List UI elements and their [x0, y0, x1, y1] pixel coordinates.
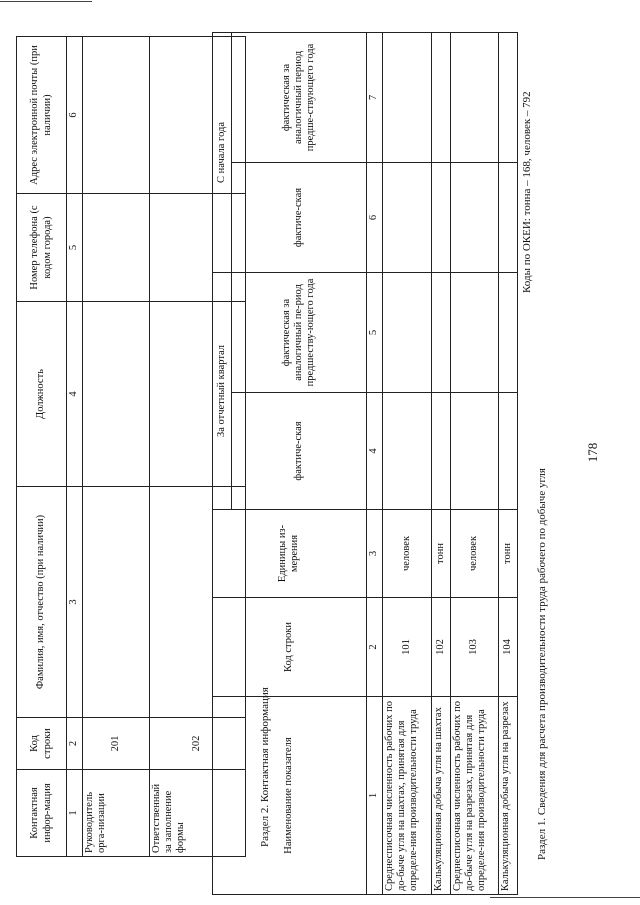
value-cell[interactable] — [431, 32, 450, 162]
col-number: 4 — [366, 393, 383, 510]
header-prev-year-ytd: фактическая за аналогичный период предше-ствующего года — [231, 32, 366, 162]
row-code: 201 — [83, 718, 150, 770]
value-cell[interactable] — [499, 162, 518, 272]
header-fio: Фамилия, имя, отчество (при наличии) — [17, 487, 67, 718]
row-code: 102 — [431, 598, 450, 697]
header-row-code: Код строки — [213, 598, 367, 697]
header-email: Адрес электронной почты (при наличии) — [17, 37, 67, 194]
col-number: 5 — [366, 272, 383, 392]
table-row — [499, 32, 518, 894]
value-cell[interactable] — [149, 487, 245, 718]
col-number: 2 — [366, 598, 383, 697]
value-cell[interactable] — [450, 272, 498, 392]
header-actual-ytd: фактиче-ская — [231, 162, 366, 272]
row-name: Руководитель орга-низации — [83, 770, 150, 857]
row-code: 104 — [499, 598, 518, 697]
table-row — [383, 32, 431, 894]
section1-table — [212, 32, 518, 895]
col-number: 7 — [366, 32, 383, 162]
row-code: 101 — [383, 598, 431, 697]
section1-title: Раздел 1. Сведения для расчета производительности труда рабочего по добыче угля — [536, 468, 548, 860]
header-contact: Контактная инфор-мация — [17, 770, 67, 857]
value-cell[interactable] — [149, 194, 245, 302]
value-cell[interactable] — [450, 162, 498, 272]
col-number: 2 — [67, 718, 83, 770]
value-cell[interactable] — [431, 272, 450, 392]
header-code: Код строки — [17, 718, 67, 770]
value-cell[interactable] — [83, 37, 150, 194]
header-position: Должность — [17, 302, 67, 487]
row-name: Калькуляционная добыча угля на разрезах — [499, 697, 518, 895]
header-actual: фактиче-ская — [231, 393, 366, 510]
col-number: 3 — [67, 487, 83, 718]
col-number: 6 — [366, 162, 383, 272]
page-number: 178 — [585, 442, 600, 463]
value-cell[interactable] — [149, 37, 245, 194]
value-cell[interactable] — [431, 393, 450, 510]
section2-title: Раздел 2. Контактная информация — [259, 687, 271, 847]
row-code: 202 — [149, 718, 245, 770]
value-cell[interactable] — [383, 393, 431, 510]
col-number: 3 — [366, 510, 383, 598]
value-cell[interactable] — [431, 162, 450, 272]
row-unit: человек — [450, 510, 498, 598]
value-cell[interactable] — [499, 272, 518, 392]
value-cell[interactable] — [499, 393, 518, 510]
value-cell[interactable] — [383, 32, 431, 162]
row-code: 103 — [450, 598, 498, 697]
row-name: Ответственный за заполнение формы — [149, 770, 245, 857]
col-number: 6 — [67, 37, 83, 194]
table-row — [450, 32, 498, 894]
value-cell[interactable] — [383, 162, 431, 272]
value-cell[interactable] — [499, 32, 518, 162]
value-cell[interactable] — [83, 194, 150, 302]
value-cell[interactable] — [83, 302, 150, 487]
value-cell[interactable] — [450, 393, 498, 510]
table-row — [431, 32, 450, 894]
col-number: 1 — [67, 770, 83, 857]
col-number: 4 — [67, 302, 83, 487]
row-name: Среднесписочная численность рабочих по до-быче угля на шахтах, принятая для определе-ния производительности труда — [383, 697, 431, 895]
header-phone: Номер телефона (с кодом города) — [17, 194, 67, 302]
row-name: Калькуляционная добыча угля на шахтах — [431, 697, 450, 895]
row-unit: тонн — [431, 510, 450, 598]
value-cell[interactable] — [83, 487, 150, 718]
header-unit: Единицы из-мерения — [213, 510, 367, 598]
value-cell[interactable] — [383, 272, 431, 392]
section2-table — [16, 36, 246, 857]
okei-codes: Коды по ОКЕИ: тонна – 168, человек – 792 — [521, 91, 533, 293]
table-row — [83, 37, 150, 857]
row-unit: тонн — [499, 510, 518, 598]
value-cell[interactable] — [450, 32, 498, 162]
col-number: 1 — [366, 697, 383, 895]
header-prev-year: фактическая за аналогичный пе-риод предшеству-ющего года — [231, 272, 366, 392]
header-indicator: Наименование показателя — [213, 697, 367, 895]
table-row — [149, 37, 245, 857]
header-since-year-start: С начала года — [213, 32, 232, 272]
row-unit: человек — [383, 510, 431, 598]
row-name: Среднесписочная численность рабочих по до-быче угля на разрезах, принятая для определе-ния производительности труда — [450, 697, 498, 895]
value-cell[interactable] — [149, 302, 245, 487]
col-number: 5 — [67, 194, 83, 302]
header-reporting-quarter: За отчетный квартал — [213, 272, 232, 509]
